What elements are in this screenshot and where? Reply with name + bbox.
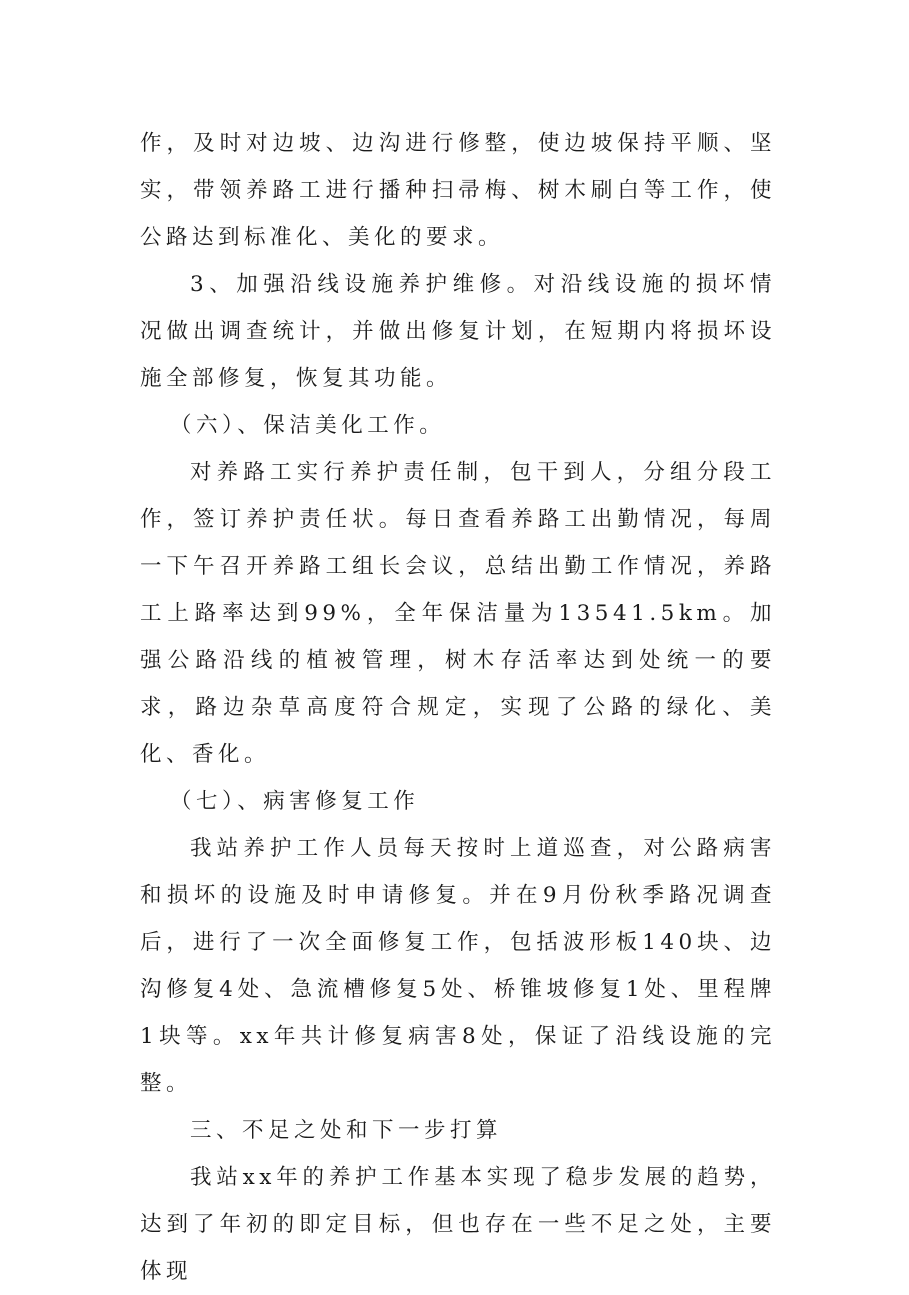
document-body <box>140 120 776 1295</box>
section-heading-cleaning: （六）、保洁美化工作。 <box>170 413 446 438</box>
section-heading-repair: （七）、病害修复工作 <box>170 789 420 814</box>
paragraph-repair: 我站养护工作人员每天按时上道巡查，对公路病害和损坏的设施及时申请修复。并在9月份秋季路况调查后，进行了一次全面修复工作，包括波形板140块、边沟修复4处、急流槽修复5处、桥锥坡修复1处、里程牌1块等。xx年共计修复病害8处，保证了沿线设施的完整。 <box>140 836 776 1096</box>
paragraph-continuation: 作，及时对边坡、边沟进行修整，使边坡保持平顺、坚实，带领养路工进行播种扫帚梅、树木刷白等工作，使公路达到标准化、美化的要求。 <box>140 131 776 250</box>
paragraph-shortcomings: 我站xx年的养护工作基本实现了稳步发展的趋势，达到了年初的即定目标，但也存在一些不足之处，主要体现 <box>140 1165 776 1284</box>
section-heading-shortcomings: 三、不足之处和下一步打算 <box>190 1118 503 1143</box>
paragraph-cleaning: 对养路工实行养护责任制，包干到人，分组分段工作，签订养护责任状。每日查看养路工出勤情况，每周一下午召开养路工组长会议，总结出勤工作情况，养路工上路率达到99%，全年保洁量为13541.5km。加强公路沿线的植被管理，树木存活率达到处统一的要求，路边杂草高度符合规定，实现了公路的绿化、美化、香化。 <box>140 460 776 767</box>
paragraph-facility-maintenance: 3、加强沿线设施养护维修。对沿线设施的损坏情况做出调查统计，并做出修复计划，在短期内将损坏设施全部修复，恢复其功能。 <box>140 272 776 391</box>
